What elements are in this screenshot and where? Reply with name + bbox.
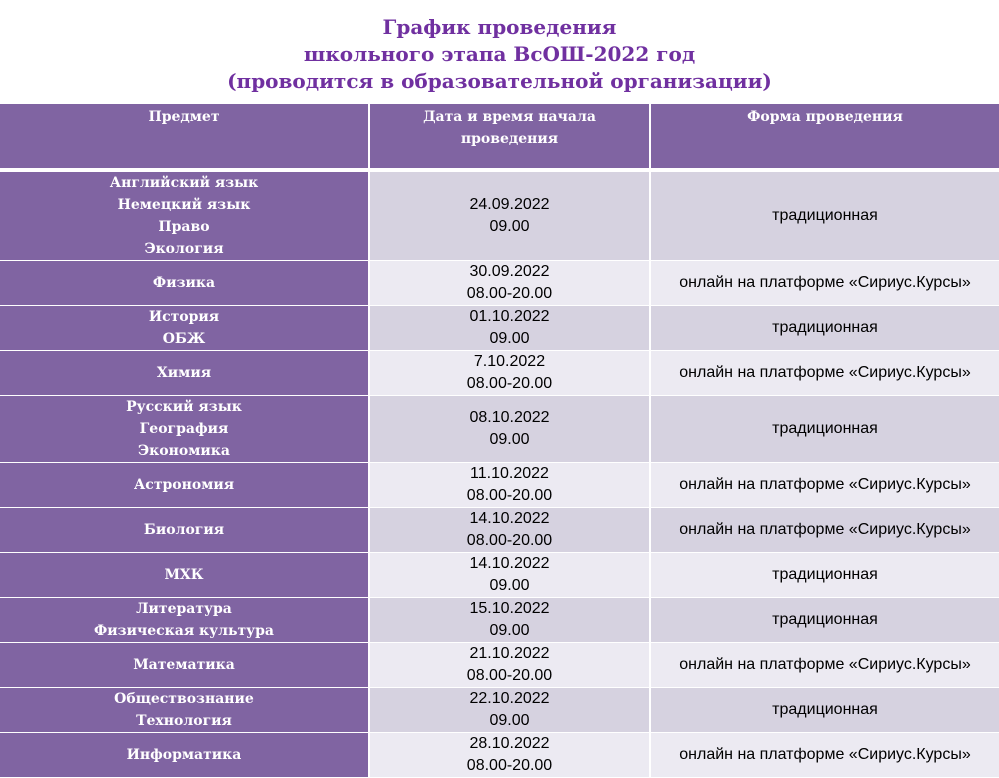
subject-name: Технология [136, 713, 232, 729]
date-value: 14.10.2022 [469, 555, 550, 572]
form-cell [650, 351, 999, 396]
date-value: 08.10.2022 [469, 409, 550, 426]
subject-name: Английский язык [109, 175, 259, 191]
form-value: традиционная [772, 319, 878, 336]
form-cell [650, 733, 999, 778]
form-value: онлайн на платформе «Сириус.Курсы» [679, 521, 971, 538]
form-cell [650, 172, 999, 261]
time-value: 09.00 [489, 577, 530, 594]
subject-name: ОБЖ [162, 331, 206, 347]
form-value: традиционная [772, 701, 878, 718]
table-row [0, 463, 999, 508]
form-cell [650, 396, 999, 463]
datetime-cell [369, 306, 650, 351]
subject-name: Математика [133, 657, 235, 673]
form-value: онлайн на платформе «Сириус.Курсы» [679, 274, 971, 291]
subject-cell [0, 508, 369, 553]
form-value: онлайн на платформе «Сириус.Курсы» [679, 476, 971, 493]
subject-name: Биология [143, 522, 225, 538]
time-value: 09.00 [489, 431, 530, 448]
subject-name: Право [158, 219, 210, 235]
datetime-cell [369, 643, 650, 688]
date-value: 11.10.2022 [470, 465, 549, 482]
datetime-cell [369, 508, 650, 553]
form-cell [650, 598, 999, 643]
subject-name: Экономика [138, 443, 230, 459]
subject-cell [0, 463, 369, 508]
date-value: 01.10.2022 [469, 308, 550, 325]
subject-cell [0, 172, 369, 261]
subject-cell [0, 396, 369, 463]
subject-name: Химия [156, 365, 212, 381]
table-row [0, 306, 999, 351]
date-value: 14.10.2022 [469, 510, 550, 527]
table-header-row [0, 104, 999, 168]
table-row [0, 598, 999, 643]
date-value: 7.10.2022 [473, 353, 546, 370]
form-value: традиционная [772, 566, 878, 583]
form-value: онлайн на платформе «Сириус.Курсы» [679, 364, 971, 381]
subject-name: Информатика [126, 747, 242, 763]
datetime-cell [369, 396, 650, 463]
datetime-cell [369, 261, 650, 306]
datetime-cell [369, 351, 650, 396]
table-row [0, 396, 999, 463]
header-subject: Предмет [0, 104, 369, 168]
title-line-1: График проведения [382, 15, 617, 39]
datetime-cell [369, 598, 650, 643]
page-title [0, 14, 999, 95]
header-datetime-line-2: проведения [460, 131, 559, 147]
form-cell [650, 306, 999, 351]
time-value: 08.00-20.00 [466, 375, 553, 392]
subject-name: Обществознание [114, 691, 254, 707]
date-value: 30.09.2022 [469, 263, 550, 280]
table-row [0, 172, 999, 261]
subject-cell [0, 733, 369, 778]
subject-name: Литература [136, 601, 232, 617]
time-value: 09.00 [489, 330, 530, 347]
form-cell [650, 688, 999, 733]
subject-cell [0, 598, 369, 643]
form-value: традиционная [772, 420, 878, 437]
schedule-table [0, 104, 999, 778]
subject-name: География [139, 421, 229, 437]
header-datetime-line-1: Дата и время начала [423, 109, 596, 125]
subject-name: Русский язык [126, 399, 242, 415]
subject-name: Экология [144, 241, 224, 257]
table-row [0, 688, 999, 733]
subject-name: МХК [164, 567, 204, 583]
datetime-cell [369, 172, 650, 261]
date-value: 21.10.2022 [469, 645, 550, 662]
table-row [0, 261, 999, 306]
form-value: традиционная [772, 611, 878, 628]
time-value: 08.00-20.00 [466, 487, 553, 504]
subject-cell [0, 643, 369, 688]
subject-cell [0, 688, 369, 733]
form-value: традиционная [772, 207, 878, 224]
time-value: 08.00-20.00 [466, 532, 553, 549]
time-value: 08.00-20.00 [466, 285, 553, 302]
table-body [0, 168, 999, 778]
subject-name: Астрономия [133, 477, 235, 493]
datetime-cell [369, 733, 650, 778]
time-value: 09.00 [489, 622, 530, 639]
time-value: 09.00 [489, 218, 530, 235]
date-value: 28.10.2022 [469, 735, 550, 752]
table-row [0, 733, 999, 778]
form-cell [650, 553, 999, 598]
subject-name: Немецкий язык [117, 197, 251, 213]
time-value: 08.00-20.00 [466, 667, 553, 684]
form-cell [650, 463, 999, 508]
subject-cell [0, 261, 369, 306]
datetime-cell [369, 553, 650, 598]
time-value: 08.00-20.00 [466, 757, 553, 774]
date-value: 24.09.2022 [469, 196, 550, 213]
subject-cell [0, 351, 369, 396]
header-datetime [369, 104, 650, 168]
date-value: 22.10.2022 [469, 690, 550, 707]
form-cell [650, 643, 999, 688]
table-row [0, 508, 999, 553]
form-value: онлайн на платформе «Сириус.Курсы» [679, 746, 971, 763]
form-value: онлайн на платформе «Сириус.Курсы» [679, 656, 971, 673]
subject-cell [0, 553, 369, 598]
form-cell [650, 261, 999, 306]
subject-cell [0, 306, 369, 351]
header-form: Форма проведения [650, 104, 999, 168]
subject-name: Физическая культура [93, 623, 274, 639]
subject-name: История [148, 309, 220, 325]
date-value: 15.10.2022 [469, 600, 550, 617]
title-line-2: школьного этапа ВсОШ-2022 год [303, 42, 696, 66]
table-row [0, 351, 999, 396]
table-row [0, 643, 999, 688]
time-value: 09.00 [489, 712, 530, 729]
datetime-cell [369, 688, 650, 733]
table-row [0, 553, 999, 598]
subject-name: Физика [152, 275, 216, 291]
form-cell [650, 508, 999, 553]
title-line-3: (проводится в образовательной организации) [227, 69, 772, 93]
datetime-cell [369, 463, 650, 508]
